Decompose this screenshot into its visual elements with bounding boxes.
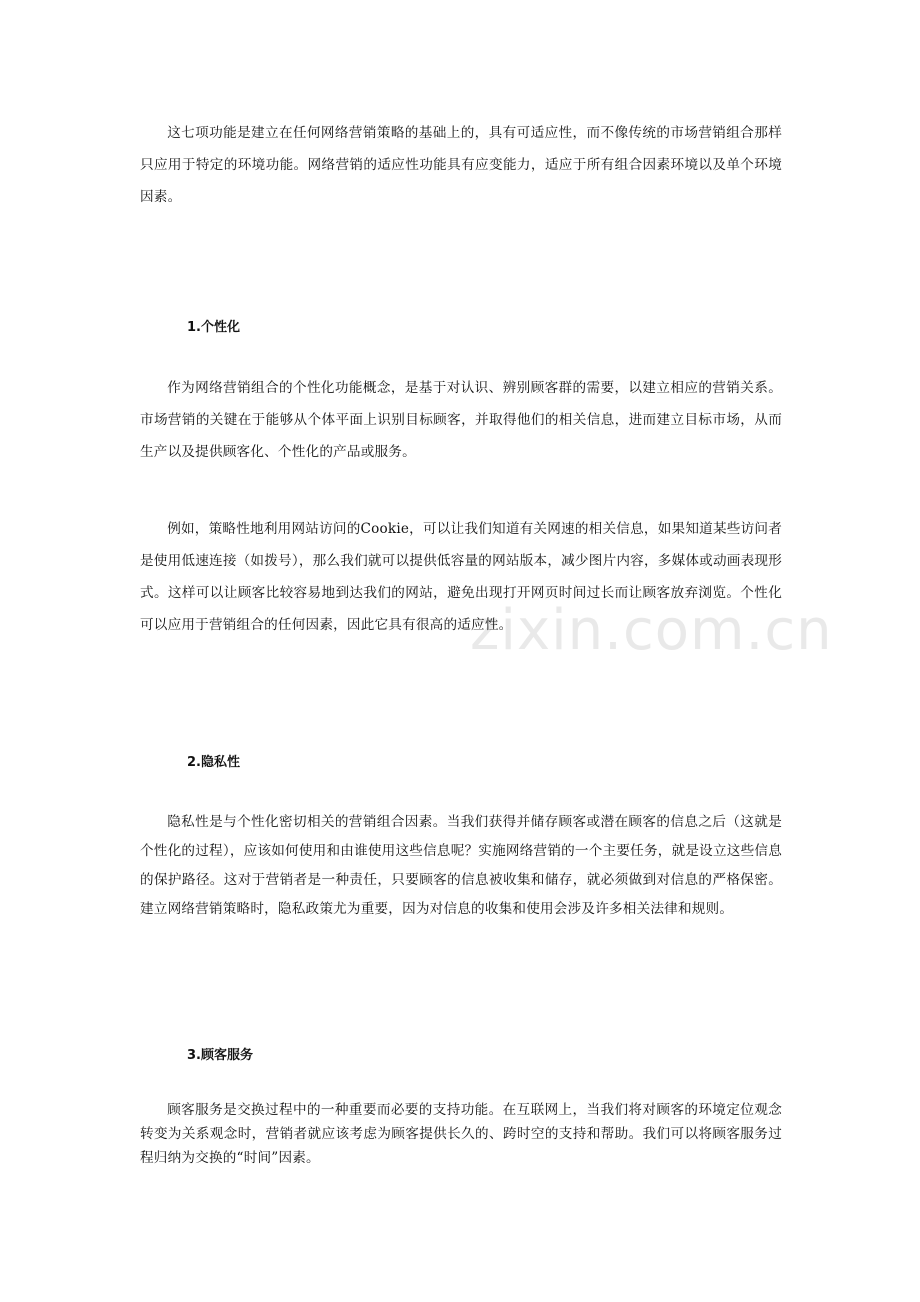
section-heading-personalization: 1.个性化 [187, 320, 240, 335]
watermark: zixin.com.cn [470, 598, 833, 663]
intro-paragraph: 这七项功能是建立在任何网络营销策略的基础上的，具有可适应性，而不像传统的市场营销组合那样只应用于特定的环境功能。网络营销的适应性功能具有应变能力，适应于所有组合因素环境以及单个环境因素。 [140, 125, 782, 205]
section-heading-customer-service: 3.顾客服务 [187, 1048, 253, 1063]
personalization-paragraph-2: 例如，策略性地利用网站访问的Cookie，可以让我们知道有关网速的相关信息，如果知道某些访问者是使用低速连接（如拨号），那么我们就可以提供低容量的网站版本，减少图片内容，多媒体或动画表现形式。这样可以让顾客比较容易地到达我们的网站，避免出现打开网页时间过长而让顾客放弃浏览。个性化可以应用于营销组合的任何因素，因此它具有很高的适应性。 [140, 521, 782, 633]
personalization-paragraph-1: 作为网络营销组合的个性化功能概念，是基于对认识、辨别顾客群的需要，以建立相应的营销关系。市场营销的关键在于能够从个体平面上识别目标顾客，并取得他们的相关信息，进而建立目标市场，从而生产以及提供顾客化、个性化的产品或服务。 [140, 380, 782, 460]
privacy-paragraph: 隐私性是与个性化密切相关的营销组合因素。当我们获得并储存顾客或潜在顾客的信息之后（这就是个性化的过程），应该如何使用和由谁使用这些信息呢？实施网络营销的一个主要任务，就是设立这些信息的保护路径。这对于营销者是一种责任，只要顾客的信息被收集和储存，就必须做到对信息的严格保密。建立网络营销策略时，隐私政策尤为重要，因为对信息的收集和使用会涉及许多相关法律和规则。 [140, 814, 782, 917]
section-heading-privacy: 2.隐私性 [187, 755, 240, 770]
customer-service-paragraph: 顾客服务是交换过程中的一种重要而必要的支持功能。在互联网上，当我们将对顾客的环境定位观念转变为关系观念时，营销者就应该考虑为顾客提供长久的、跨时空的支持和帮助。我们可以将顾客服务过程归纳为交换的“时间”因素。 [140, 1102, 782, 1166]
